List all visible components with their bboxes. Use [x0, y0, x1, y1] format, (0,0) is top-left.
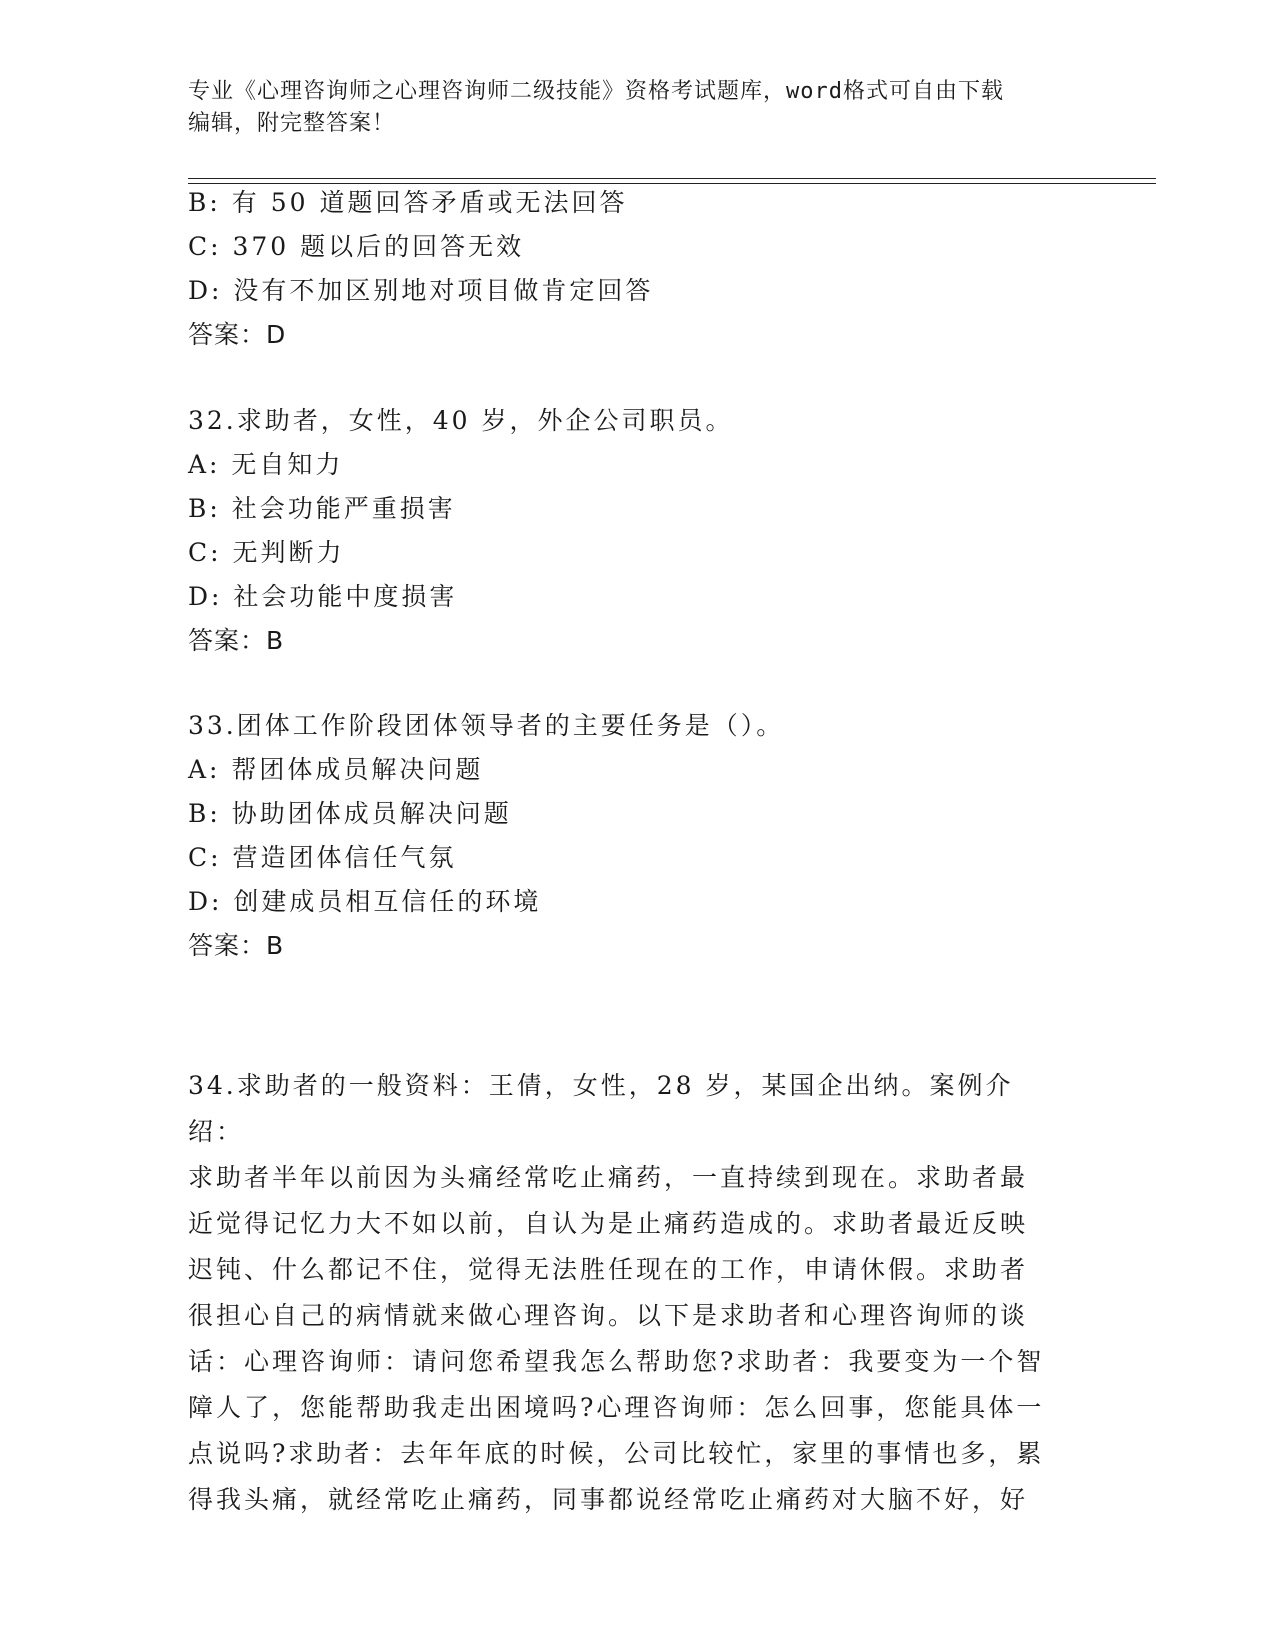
- q33-answer: 答案：B: [188, 931, 285, 960]
- q34-line: 求助者半年以前因为头痛经常吃止痛药，一直持续到现在。求助者最: [188, 1163, 1029, 1192]
- q33-option-d: D: 创建成员相互信任的环境: [188, 887, 542, 916]
- q31-option-c: C: 370 题以后的回答无效: [188, 232, 525, 261]
- q32-option-a: A: 无自知力: [188, 450, 344, 479]
- header-text-word: word: [786, 79, 843, 104]
- q34-line: 得我头痛，就经常吃止痛药，同事都说经常吃止痛药对大脑不好，好: [188, 1485, 1029, 1514]
- q31-answer: 答案：D: [188, 320, 287, 349]
- q31-option-b: B: 有 50 道题回答矛盾或无法回答: [188, 188, 628, 217]
- q33-option-c: C: 营造团体信任气氛: [188, 843, 457, 872]
- q34-line: 迟钝、什么都记不住，觉得无法胜任现在的工作，申请休假。求助者: [188, 1255, 1029, 1284]
- q32-option-b: B: 社会功能严重损害: [188, 494, 456, 523]
- q32-answer: 答案：B: [188, 626, 285, 655]
- q33-option-b: B: 协助团体成员解决问题: [188, 799, 512, 828]
- header-divider-bottom: [188, 183, 1156, 184]
- q33-stem: 33.团体工作阶段团体领导者的主要任务是（）。: [188, 711, 785, 740]
- header-divider-top: [188, 178, 1156, 179]
- q32-option-c: C: 无判断力: [188, 538, 345, 567]
- q32-stem: 32.求助者，女性，40 岁，外企公司职员。: [188, 406, 734, 435]
- q34-line: 话：心理咨询师：请问您希望我怎么帮助您?求助者：我要变为一个智: [188, 1347, 1045, 1376]
- q32-option-d: D: 社会功能中度损害: [188, 582, 458, 611]
- q34-line: 很担心自己的病情就来做心理咨询。以下是求助者和心理咨询师的谈: [188, 1301, 1029, 1330]
- header-line-1: [188, 76, 1068, 108]
- document-header: [188, 76, 1068, 140]
- q34-line: 点说吗?求助者：去年年底的时候，公司比较忙，家里的事情也多，累: [188, 1439, 1045, 1468]
- q31-option-d: D: 没有不加区别地对项目做肯定回答: [188, 276, 654, 305]
- header-text-a: 专业《心理咨询师之心理咨询师二级技能》资格考试题库，: [188, 79, 787, 104]
- header-text-c: 格式可自由下载: [843, 79, 1005, 104]
- q34-line: 34.求助者的一般资料：王倩，女性，28 岁，某国企出纳。案例介绍：: [188, 1071, 1014, 1146]
- q33-option-a: A: 帮团体成员解决问题: [188, 755, 484, 784]
- q34-line: 近觉得记忆力大不如以前，自认为是止痛药造成的。求助者最近反映: [188, 1209, 1029, 1238]
- header-line-2: 编辑，附完整答案！: [188, 111, 396, 136]
- q34-paragraph: [188, 1063, 1068, 1523]
- q34-line: 障人了，您能帮助我走出困境吗?心理咨询师：怎么回事，您能具体一: [188, 1393, 1045, 1422]
